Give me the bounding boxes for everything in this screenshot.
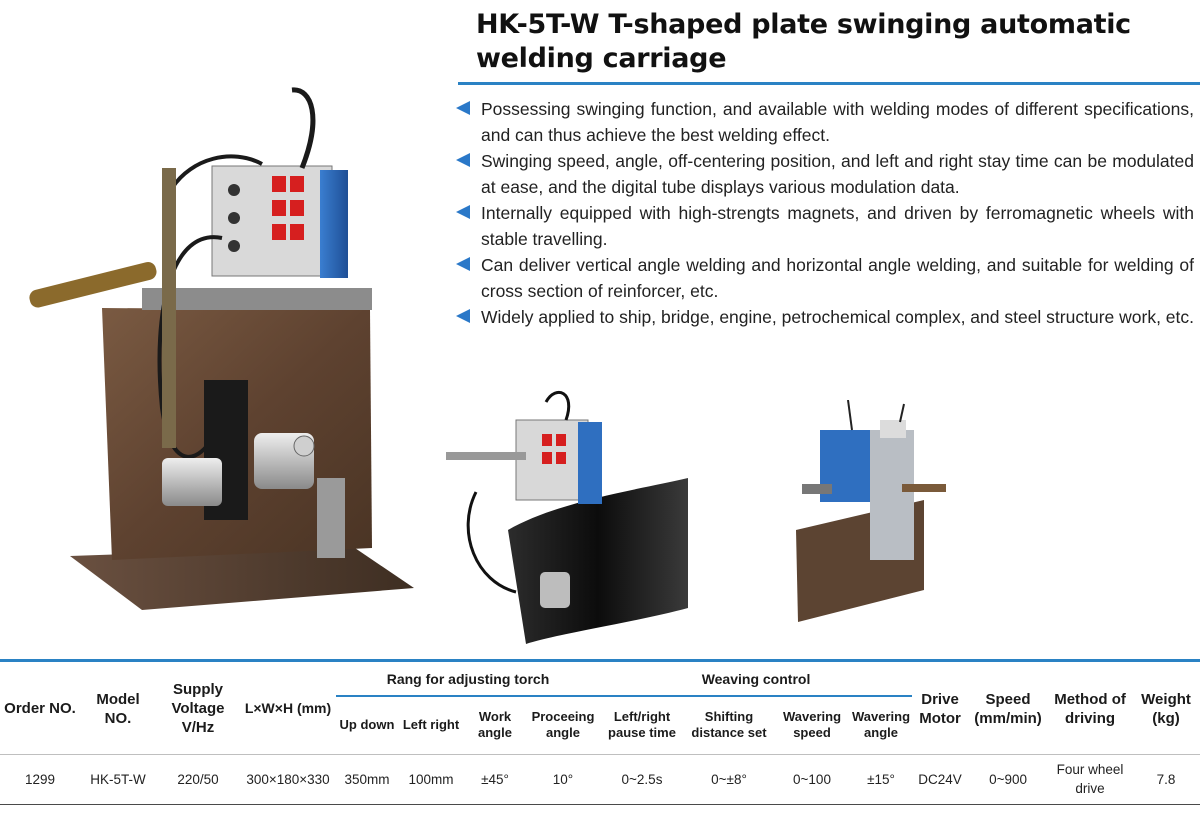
left-triangle-icon (456, 153, 470, 167)
curved-plate-photo (436, 382, 696, 644)
header-proceeing-angle: Proceeing angle (531, 709, 595, 741)
left-triangle-icon (456, 205, 470, 219)
feature-item (454, 148, 1194, 200)
cell-dimensions: 300×180×330 (240, 754, 336, 804)
header-dimensions: L×W×H (mm) (244, 700, 332, 717)
cell-shifting: 0~±8° (684, 754, 774, 804)
table-row (0, 754, 1200, 804)
header-weaving-group: Weaving control (600, 664, 912, 696)
feature-text: Possessing swinging function, and available with welding modes of different specifications, and can thus achieve the best welding effect. (481, 99, 1194, 145)
cell-method: Four wheel drive (1048, 754, 1132, 804)
cell-order-no: 1299 (0, 754, 80, 804)
specification-table (0, 664, 1200, 805)
header-drive-motor: Drive Motor (919, 690, 961, 727)
feature-item (454, 200, 1194, 252)
product-title: HK-5T-W T-shaped plate swinging automatic welding carriage (476, 9, 1131, 74)
header-model-no: Model NO. (96, 690, 140, 727)
cell-wavering-angle: ±15° (850, 754, 912, 804)
feature-text: Internally equipped with high-strengts magnets, and driven by ferromagnetic wheels with stable travelling. (481, 203, 1194, 249)
cell-wavering-speed: 0~100 (774, 754, 850, 804)
header-weight: Weight (kg) (1141, 690, 1191, 727)
header-speed: Speed (mm/min) (974, 690, 1042, 727)
table-top-rule (0, 659, 1200, 662)
feature-text: Widely applied to ship, bridge, engine, petrochemical complex, and steel structure work, etc. (481, 307, 1194, 327)
feature-list (454, 96, 1194, 330)
cell-supply-voltage: 220/50 (156, 754, 240, 804)
cell-pause-time: 0~2.5s (600, 754, 684, 804)
cell-up-down: 350mm (336, 754, 398, 804)
left-triangle-icon (456, 309, 470, 323)
header-wavering-speed: Wavering speed (782, 709, 842, 741)
feature-item (454, 96, 1194, 148)
feature-text: Swinging speed, angle, off-centering position, and left and right stay time can be modulated at ease, and the digital tube displays various modulation data. (481, 151, 1194, 197)
header-work-angle: Work angle (478, 709, 512, 741)
cell-model-no: HK-5T-W (80, 754, 156, 804)
feature-text: Can deliver vertical angle welding and horizontal angle welding, and suitable for welding of cross section of reinforcer, etc. (481, 255, 1194, 301)
left-triangle-icon (456, 101, 470, 115)
header-torch-group: Rang for adjusting torch (336, 664, 600, 696)
header-left-right: Left right (402, 717, 460, 733)
header-up-down: Up down (339, 717, 395, 733)
table-header-row (0, 664, 1200, 696)
cell-speed: 0~900 (968, 754, 1048, 804)
cell-proceeing-angle: 10° (526, 754, 600, 804)
feature-item (454, 252, 1194, 304)
header-order-no: Order NO. (4, 700, 76, 718)
feature-item (454, 304, 1194, 330)
cell-drive-motor: DC24V (912, 754, 968, 804)
left-triangle-icon (456, 257, 470, 271)
header-wavering-angle: Wavering angle (852, 709, 911, 741)
main-product-photo (22, 78, 422, 618)
header-method: Method of driving (1054, 690, 1126, 727)
header-pause-time: Left/right pause time (608, 709, 676, 741)
cell-left-right: 100mm (398, 754, 464, 804)
vertical-plate-photo (792, 400, 948, 628)
cell-work-angle: ±45° (464, 754, 526, 804)
cell-weight: 7.8 (1132, 754, 1200, 804)
header-shifting: Shifting distance set (691, 709, 767, 741)
title-divider (458, 82, 1200, 85)
header-supply-voltage: Supply Voltage V/Hz (171, 681, 225, 737)
